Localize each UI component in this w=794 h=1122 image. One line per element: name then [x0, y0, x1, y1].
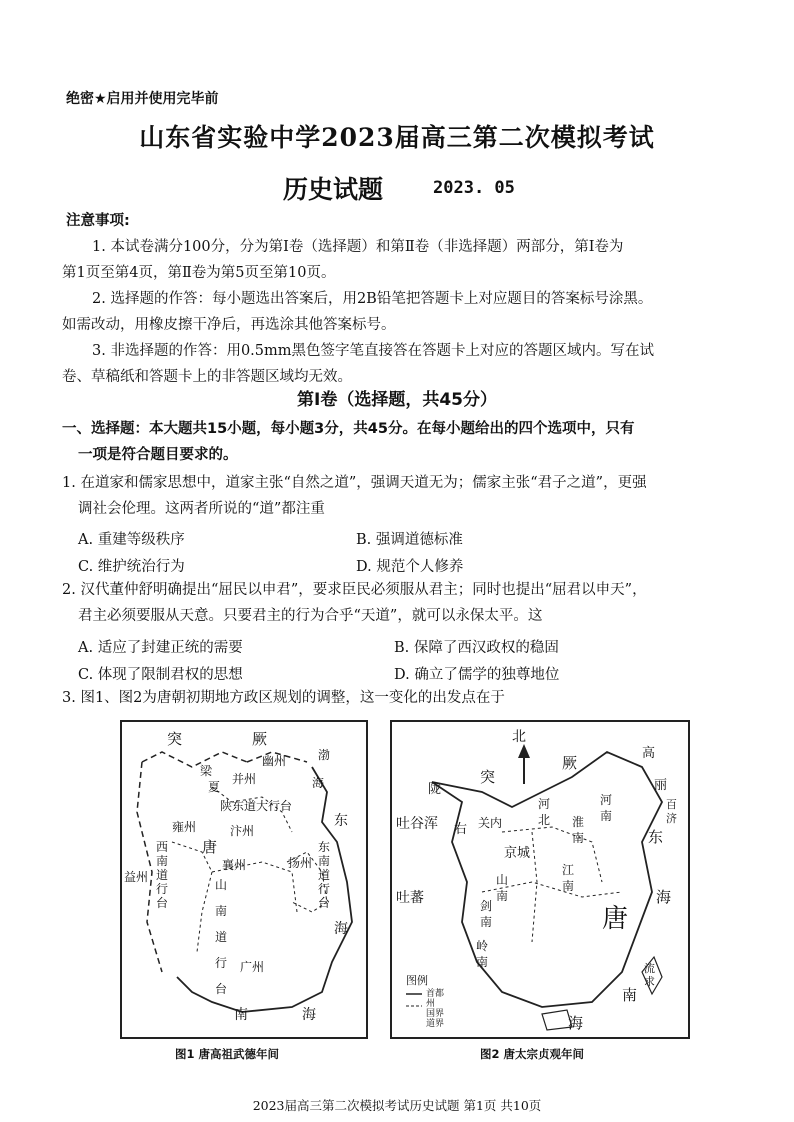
q1-stem-line1: 1. 在道家和儒家思想中，道家主张“自然之道”，强调天道无为；儒家主张“君子之道”，更强	[62, 475, 647, 491]
map2-label-tang: 唐	[602, 904, 629, 934]
map1-label-xiangzhou: 襄州	[222, 858, 247, 872]
map2-label-baiji: 百济	[666, 798, 677, 825]
map2-label-long: 陇	[428, 782, 442, 797]
section-instructions-2: 一项是符合题目要求的。	[78, 447, 238, 463]
map2-label-jiangnan: 江南	[562, 863, 575, 893]
exam-date: 2023. 05	[433, 178, 515, 198]
q2-stem-line2: 君主必须要服从天意。只要君主的行为合乎“天道”，就可以永保太平。这	[78, 608, 543, 624]
map1-label-shannan: 山南道行台	[215, 878, 228, 996]
q1-option-c[interactable]: C. 维护统治行为	[78, 559, 185, 575]
map1-northern-border	[142, 752, 247, 767]
map1-label-shandong: 陕东道大行台	[220, 799, 293, 813]
map2-label-shannan: 山南	[496, 873, 509, 903]
map1-label-xinan: 西南道行台	[156, 840, 169, 910]
map1-label-youzhou: 幽州	[262, 754, 287, 768]
map2-territory-outline	[432, 752, 662, 1007]
map2-label-gao: 高	[642, 746, 656, 761]
map2-legend-title: 图例	[406, 974, 428, 987]
map2-label-huainan: 淮南	[572, 815, 585, 845]
map1-label-dongnan: 东南道行台	[318, 840, 331, 910]
map2-label-bei: 北	[512, 729, 526, 745]
q1-option-a[interactable]: A. 重建等级秩序	[78, 532, 185, 548]
q1-stem-line2: 调社会伦理。这两者所说的“道”都注重	[78, 501, 325, 517]
map2-legend-capital: 首都	[426, 989, 445, 999]
map2-label-jingcheng: 京城	[504, 846, 531, 861]
map1-label-bo: 渤	[318, 748, 331, 762]
map1-label-tang: 唐	[202, 838, 218, 856]
q3-stem: 3. 图1、图2为唐朝初期地方政区规划的调整，这一变化的出发点在于	[62, 690, 505, 706]
map2-label-tubo: 吐蕃	[396, 890, 424, 906]
map2-north-arrowhead	[518, 744, 530, 758]
map1-label-bianzhou: 汴州	[230, 824, 255, 838]
q2-option-a[interactable]: A. 适应了封建正统的需要	[78, 640, 243, 656]
map2-label-liuqiu: 流求	[644, 962, 655, 988]
subject-title: 历史试题	[283, 175, 384, 204]
map1-label-bohai: 海	[312, 776, 325, 790]
page-footer: 2023届高三第二次模拟考试历史试题 第1页 共10页	[252, 1098, 542, 1113]
map2-label-you: 右	[454, 822, 468, 837]
map2-label-hai: 海	[656, 888, 672, 906]
confidential-label: 绝密★启用并使用完毕前	[66, 91, 219, 107]
section-instructions-1: 一、选择题：本大题共15小题，每小题3分，共45分。在每小题给出的四个选项中，只有	[62, 421, 635, 437]
section-title: 第Ⅰ卷（选择题，共45分）	[297, 390, 497, 410]
note-3-line2: 卷、草稿纸和答题卡上的非答题区域均无效。	[62, 369, 352, 385]
map1-label-xia: 夏	[208, 780, 221, 794]
map1-label-jue: 厥	[252, 730, 268, 748]
map2-label-lingnan: 岭南	[476, 939, 489, 969]
map1-label-bingzhou: 并州	[232, 772, 257, 786]
map2-label-tu: 突	[480, 768, 496, 786]
map2-legend-circuit: 道界	[426, 1019, 445, 1029]
note-2-line1: 2. 选择题的作答：每小题选出答案后，用2B铅笔把答题卡上对应题目的答案标号涂黑。	[92, 291, 653, 307]
q1-option-d[interactable]: D. 规范个人修养	[356, 559, 464, 575]
map2-label-jiannan: 剑南	[480, 899, 493, 929]
map1-boundary-west	[172, 842, 212, 952]
exam-title: 山东省实验中学2023届高三第二次模拟考试	[139, 123, 655, 152]
map2-label-henan: 河南	[600, 793, 613, 823]
q1-option-b[interactable]: B. 强调道德标准	[356, 532, 463, 548]
note-1-line1: 1. 本试卷满分100分，分为第Ⅰ卷（选择题）和第Ⅱ卷（非选择题）两部分，第Ⅰ卷为	[92, 239, 624, 255]
q2-option-b[interactable]: B. 保障了西汉政权的稳固	[394, 640, 559, 656]
note-1-line2: 第1页至第4页，第Ⅱ卷为第5页至第10页。	[62, 265, 336, 281]
map2-label-dong: 东	[648, 828, 664, 846]
note-2-line2: 如需改动，用橡皮擦干净后，再选涂其他答案标号。	[62, 317, 396, 333]
map1-caption: 图1 唐高祖武德年间	[175, 1047, 280, 1061]
map1-label-tu: 突	[167, 730, 183, 748]
map2-label-guannei: 关内	[478, 816, 503, 830]
q2-stem-line1: 2. 汉代董仲舒明确提出“屈民以申君”，要求臣民必须服从君主；同时也提出“屈君以申天”，	[62, 582, 647, 598]
map2-label-hebei: 河北	[538, 797, 551, 827]
note-3-line1: 3. 非选择题的作答：用0.5mm黑色签字笔直接答在答题卡上对应的答题区域内。写在试	[92, 343, 654, 359]
map2-label-li: 丽	[654, 778, 668, 793]
map1-label-liang: 梁	[200, 764, 213, 778]
map1-label-yangzhou: 扬州	[288, 856, 313, 870]
map1-label-dong: 东	[334, 813, 348, 829]
map1-label-yizhou: 益州	[124, 870, 149, 884]
map2-label-tuyu: 吐谷浑	[396, 816, 438, 832]
q2-option-d[interactable]: D. 确立了儒学的独尊地位	[394, 667, 560, 683]
map2-caption: 图2 唐太宗贞观年间	[480, 1047, 585, 1061]
map-tang-taizong	[390, 720, 690, 1039]
map-tang-gaozu	[120, 720, 368, 1039]
map1-label-hai-east: 海	[334, 921, 348, 937]
map2-boundary-3	[532, 832, 537, 942]
map2-label-jue: 厥	[562, 754, 578, 772]
map2-label-nan: 南	[622, 986, 638, 1004]
map1-label-yongzhou: 雍州	[172, 820, 197, 834]
map2-label-nanhai: 海	[568, 1014, 584, 1032]
map2-legend-border: 国界	[426, 1009, 445, 1019]
map1-label-nanhai: 海	[302, 1007, 316, 1023]
map1-label-guangzhou: 广州	[240, 960, 265, 974]
notes-heading: 注意事项:	[66, 213, 130, 229]
map1-label-nan: 南	[234, 1007, 248, 1023]
map2-legend-prefecture: 州	[426, 999, 436, 1009]
q2-option-c[interactable]: C. 体现了限制君权的思想	[78, 667, 243, 683]
